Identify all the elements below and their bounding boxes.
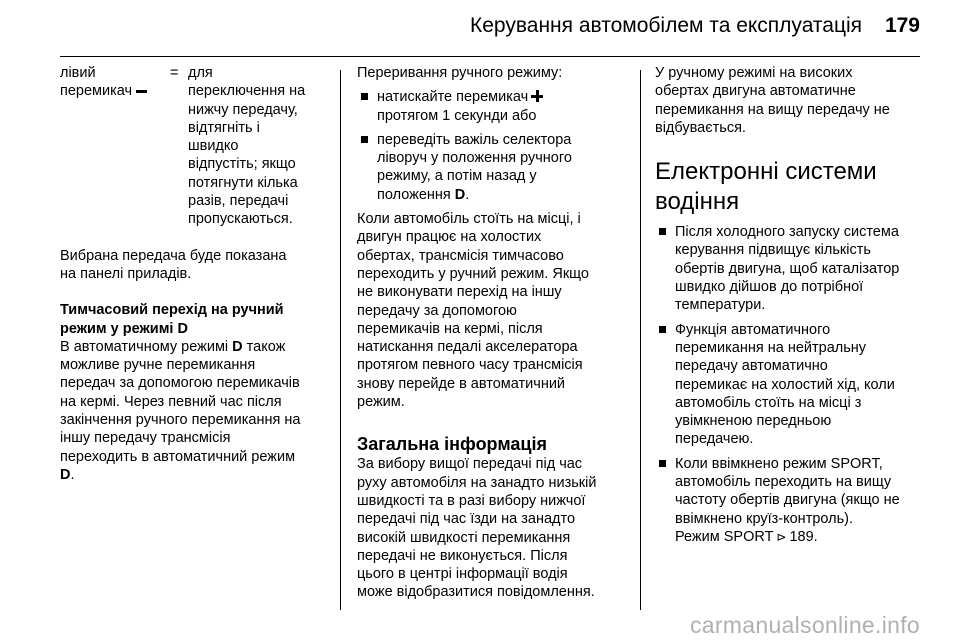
list-item: переведіть важіль селектора ліворуч у положення ручного режиму, а потім назад у положення D.: [357, 131, 627, 204]
electronic-systems-list: [655, 223, 925, 546]
cross-reference-link[interactable]: Режим SPORT ⊳ 189.: [675, 528, 818, 545]
paragraph-idle-manual: Коли автомобіль стоїть на місці, і двигун працює на холостих обертах, трансмісія тимчасово переходить у ручний режим. Якщо не виконувати перехід на іншу передачу за допомогою перемикачів на кермі, після натискання педалі акселератора протягом певного часу трансмісія знову перейде в автоматичний режим.: [357, 211, 589, 411]
bullet-square-icon: [361, 93, 368, 100]
page-number: 179: [884, 14, 920, 37]
bullet-square-icon: [659, 228, 666, 235]
minus-paddle-icon: [136, 90, 147, 93]
column-divider-2: [640, 70, 641, 610]
interrupt-list: [357, 88, 627, 204]
list-item: Коли ввімкнено режим SPORT, автомобіль переходить на вищу частоту обертів двигуна (якщо не ввімкнено круїз-контроль). Режим SPORT ⊳ 189.: [655, 455, 925, 546]
watermark: carmanualsonline.info: [689, 612, 920, 638]
paragraph-general-info: За вибору вищої передачі під час руху автомобіля на занадто низькій швидкості та в разі вибору нижчої передачі під час їзди на занадто високій швидкості перемикання передачі не виконується. Після цього в центрі інформації водія може відобразитися повідомлення.: [357, 456, 597, 601]
bullet-square-icon: [361, 136, 368, 143]
definition-left-paddle: [60, 64, 328, 229]
subheading-temporary-manual: Тимчасовий перехід на ручний режим у режимі D: [60, 302, 284, 337]
paragraph-auto-mode: В автоматичному режимі D також можливе ручне перемикання передач за допомогою перемикачів на кермі. Через певний час після закінчення ручного перемикання на іншу передачу трансмісія переходить в автоматичний режим D.: [60, 338, 301, 483]
paragraph-gear-display: Вибрана передача буде показана на панелі приладів.: [60, 247, 287, 282]
plus-paddle-icon: [531, 90, 543, 102]
list-item: Після холодного запуску система керування підвищує кількість обертів двигуна, щоб каталізатор швидко дійшов до потрібної температури.: [655, 223, 925, 314]
column-2: [357, 64, 627, 602]
heading-general-info: Загальна інформація: [357, 434, 547, 455]
list-item: натискайте перемикач протягом 1 секунди або: [357, 88, 627, 125]
definition-term: лівий перемикач: [60, 64, 170, 229]
column-1: [60, 64, 328, 484]
reference-arrow-icon: ⊳: [776, 529, 787, 544]
paragraph-interrupt-intro: Переривання ручного режиму:: [357, 65, 563, 81]
paragraph-high-rpm: У ручному режимі на високих обертах двигуна автоматичне перемикання на вищу передачу не відбувається.: [655, 65, 890, 136]
definition-text: для переключення на нижчу передачу, відтягніть і швидко відпустіть; якщо потягнути кілька разів, передачі пропускаються.: [188, 65, 306, 228]
list-item: Функція автоматичного перемикання на нейтральну передачу автоматично перемикає на холостий хід, коли автомобіль стоїть на місці з увімкненою передньою передачею.: [655, 321, 925, 449]
bullet-square-icon: [659, 460, 666, 467]
column-3: [655, 64, 925, 552]
definition-equals: =: [170, 65, 179, 81]
header-rule: [60, 56, 920, 57]
bullet-square-icon: [659, 326, 666, 333]
column-divider-1: [340, 70, 341, 610]
heading-electronic-systems: Електронні системи водіння: [655, 158, 877, 216]
header-title: Керування автомобілем та експлуатація: [470, 14, 863, 37]
